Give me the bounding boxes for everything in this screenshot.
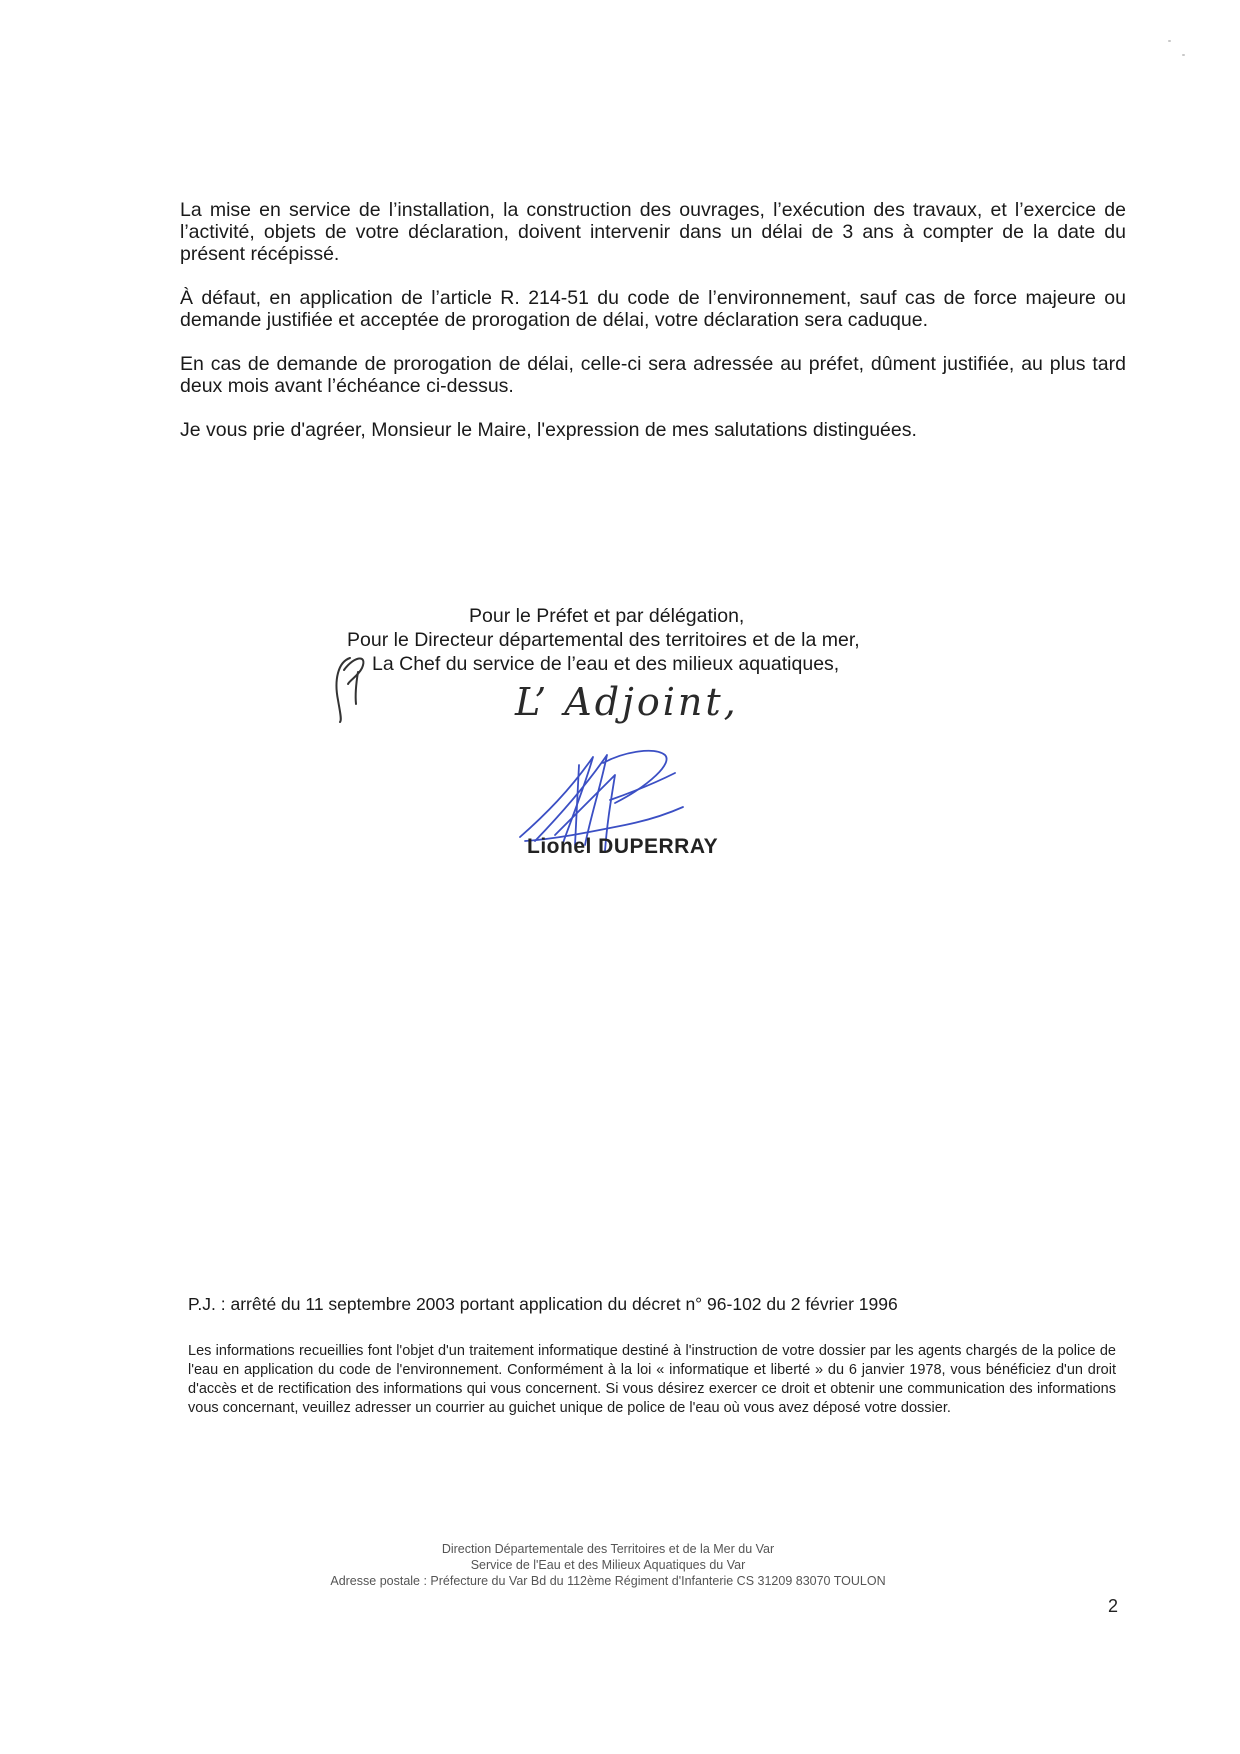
scan-speck: [1168, 40, 1171, 42]
delegation-line-prefect: Pour le Préfet et par délégation,: [469, 605, 745, 627]
handwritten-initials: [328, 650, 378, 725]
footer-service: Service de l'Eau et des Milieux Aquatiques du Var: [470, 1558, 746, 1572]
signer-name: Lionel DUPERRAY: [527, 835, 719, 858]
attachment-note: P.J. : arrêté du 11 septembre 2003 portant application du décret n° 96-102 du 2 février 1996: [188, 1294, 898, 1314]
delegation-line-service-chief: La Chef du service de l’eau et des milieux aquatiques,: [372, 653, 840, 675]
delegation-line-director: Pour le Directeur départemental des territoires et de la mer,: [347, 629, 860, 651]
paragraph-deadline: La mise en service de l’installation, la construction des ouvrages, l’exécution des travaux, et l’exercice de l’activité, objets de votre déclaration, doivent intervenir dans un délai de 3 ans à compter de la date du présent récépissé.: [180, 199, 1126, 265]
handwritten-title: L’ Adjoint,: [515, 680, 739, 724]
paragraph-expiry: À défaut, en application de l’article R. 214-51 du code de l’environnement, sauf cas de force majeure ou demande justifiée et acceptée de prorogation de délai, votre déclaration sera caduque.: [180, 287, 1126, 331]
page-number: 2: [1108, 1596, 1119, 1616]
paragraph-closing: Je vous prie d'agréer, Monsieur le Maire, l'expression de mes salutations distinguées.: [180, 419, 917, 441]
paragraph-extension: En cas de demande de prorogation de délai, celle-ci sera adressée au préfet, dûment justifiée, au plus tard deux mois avant l’échéance ci-dessus.: [180, 353, 1126, 397]
footer-department: Direction Départementale des Territoires et de la Mer du Var: [441, 1542, 775, 1556]
scan-speck: [1182, 54, 1185, 56]
privacy-notice: Les informations recueillies font l'objet d'un traitement informatique destiné à l'instruction de votre dossier par les agents chargés de la police de l'eau en application du code de l'environnement. Conformément à la loi « informatique et liberté » du 6 janvier 1978, vous bénéficiez d'un droit d'accès et de rectification des informations qui vous concernent. Si vous désirez exercer ce droit et obtenir une communication des informations vous concernant, veuillez adresser un courrier au guichet unique de police de l'eau où vous avez déposé votre dossier.: [188, 1343, 1116, 1416]
footer-address: Adresse postale : Préfecture du Var Bd du 112ème Régiment d'Infanterie CS 31209 83070 TOULON: [330, 1574, 886, 1588]
